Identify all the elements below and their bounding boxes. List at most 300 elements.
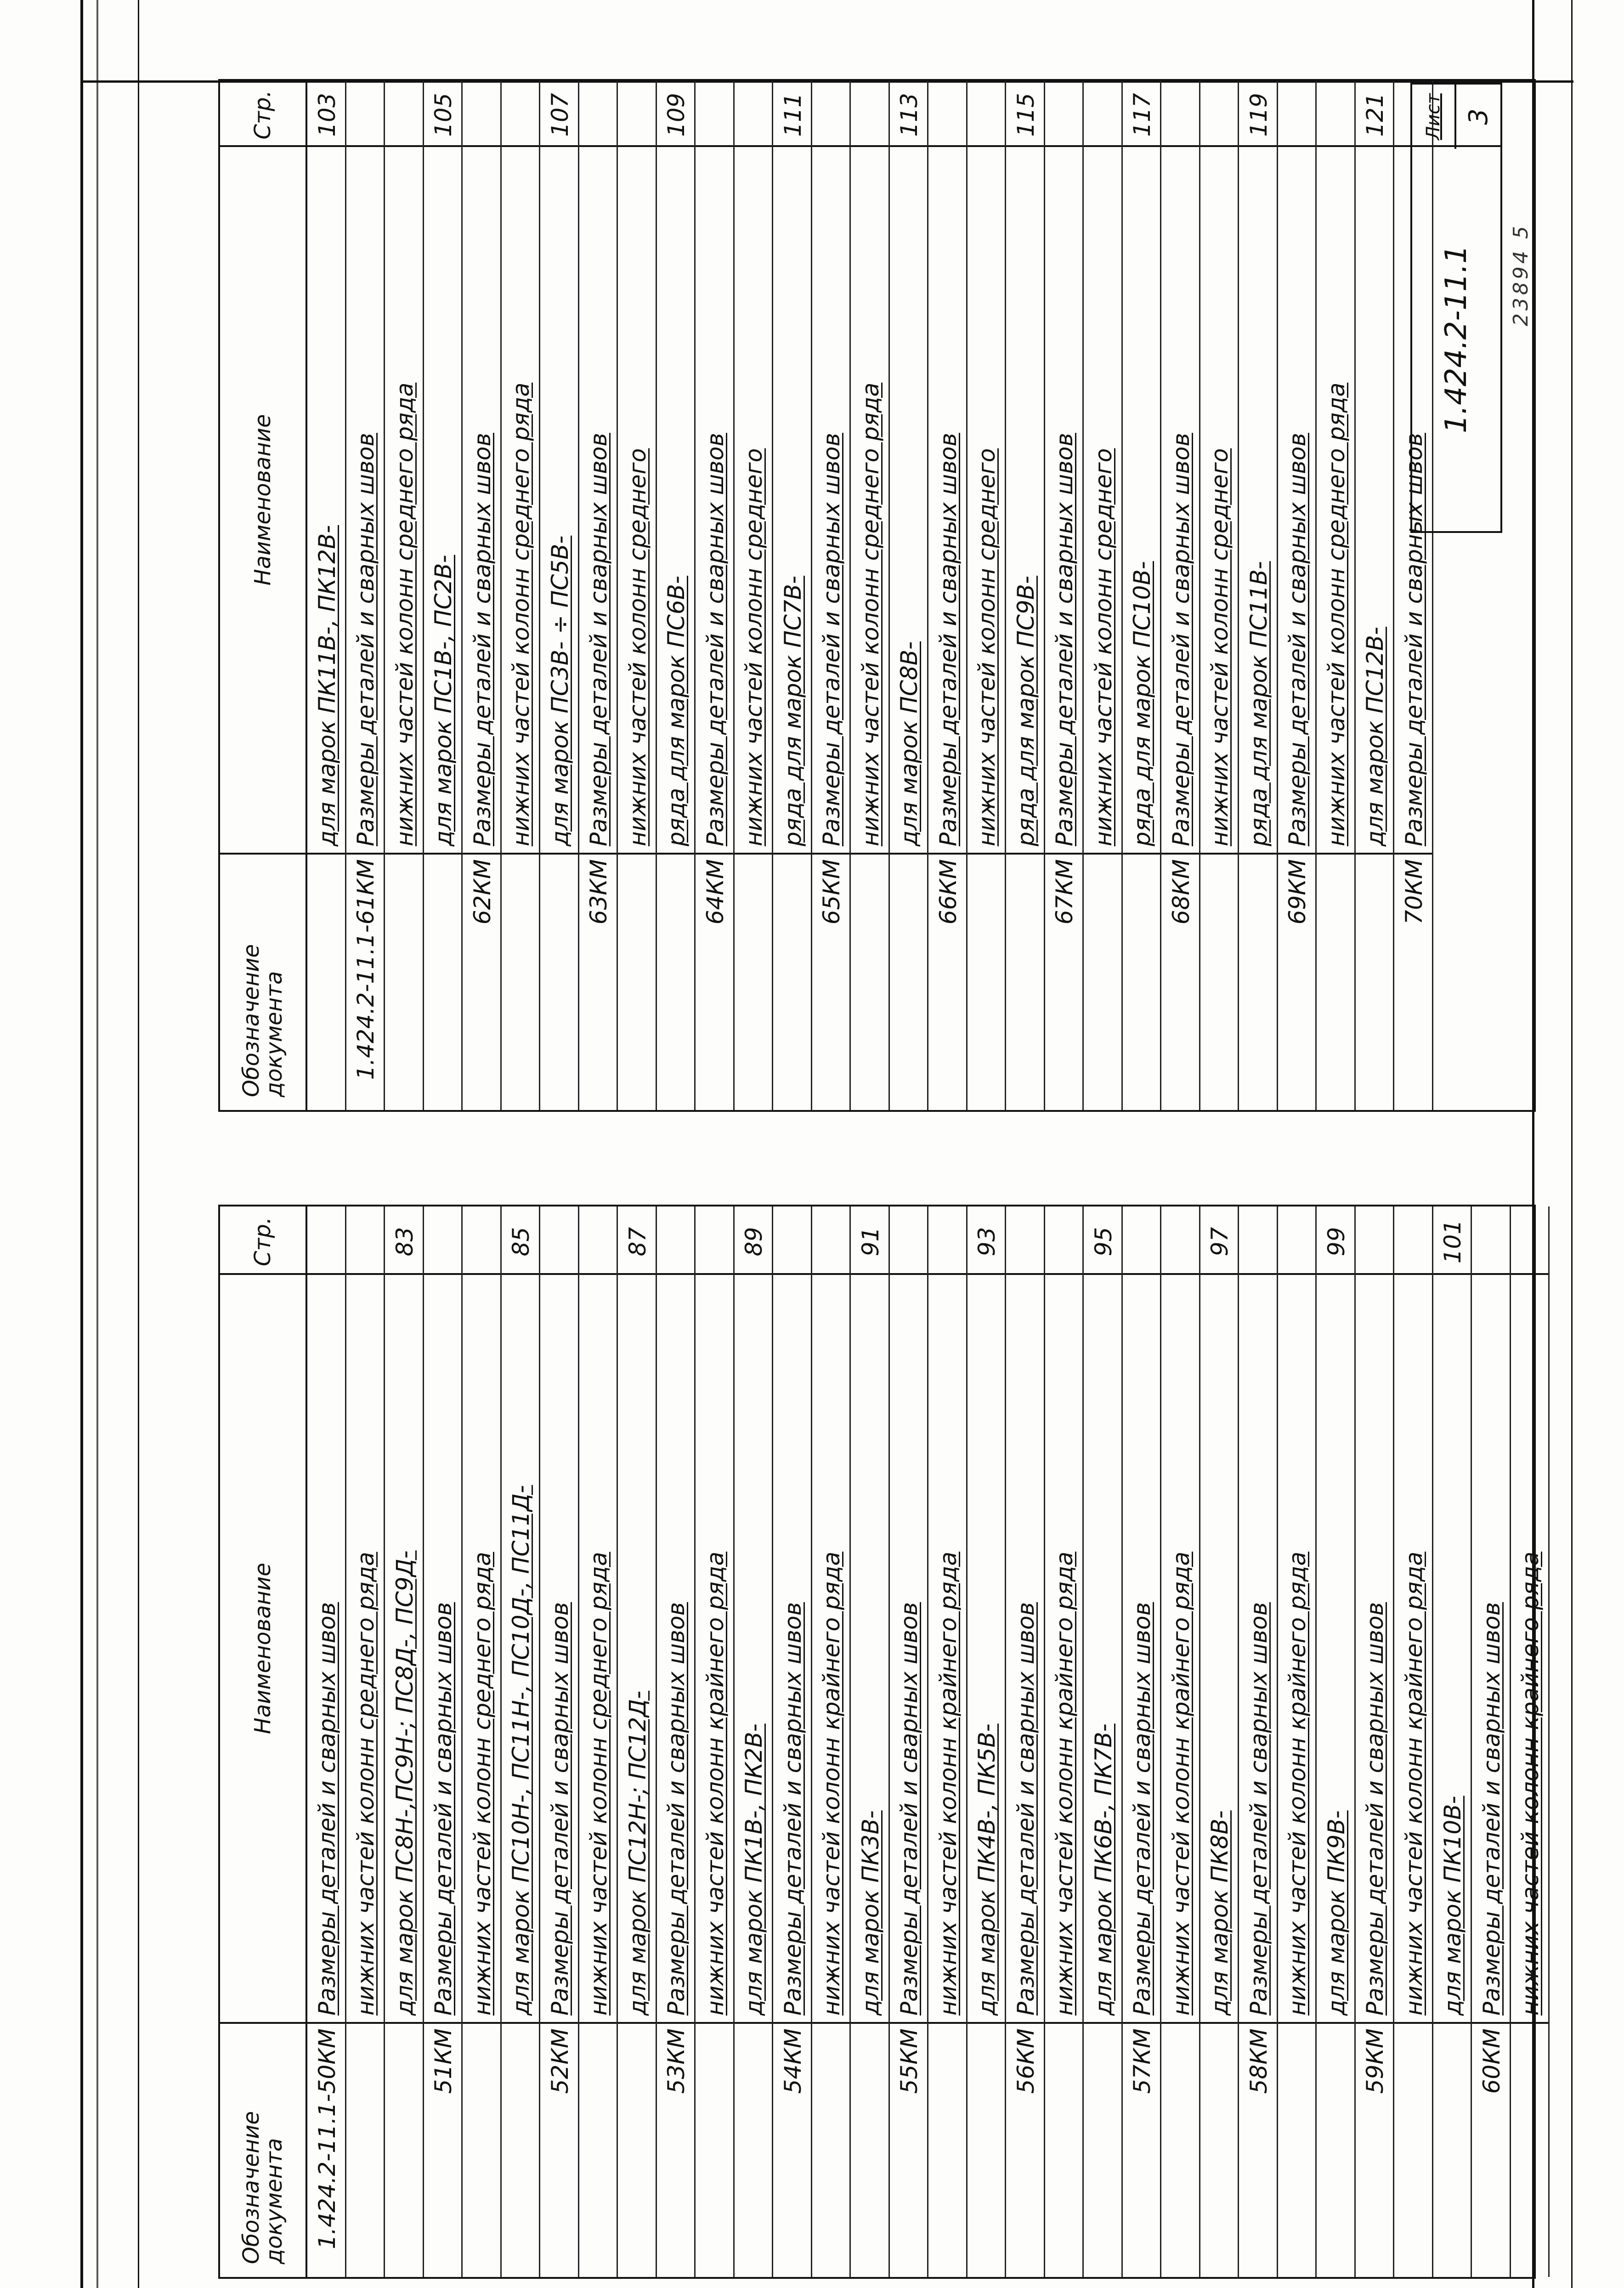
table-row <box>1278 1206 1317 2277</box>
cell-name-text: нижних частей колонн среднего ряда <box>1323 382 1350 846</box>
cell-code: 54КМ <box>773 2022 811 2277</box>
header-name: Наименование <box>220 1273 306 2022</box>
table-row <box>1317 81 1356 1110</box>
cell-name-text: для марок ПС3В- ÷ ПС5В- <box>546 535 573 846</box>
cell-page: 119 <box>1245 93 1272 137</box>
cell-name-text: нижних частей колонн среднего <box>1206 448 1233 846</box>
cell-name-text: ряда для марок ПС11В- <box>1245 561 1272 846</box>
cell-page <box>1239 1210 1277 1273</box>
cell-code: 53КМ <box>657 2022 695 2277</box>
cell-code <box>851 853 888 1110</box>
cell-name <box>1356 145 1393 853</box>
table-row <box>1123 1206 1162 2277</box>
table-row <box>307 81 346 1110</box>
cell-name <box>1317 1273 1354 2022</box>
archive-stamp-number: 23894 5 <box>1509 223 1533 326</box>
cell-name-text: Размеры деталей и сварных швов <box>934 433 962 846</box>
cell-code <box>773 853 811 1110</box>
cell-name <box>735 145 772 853</box>
cell-name-text: Размеры деталей и сварных швов <box>585 433 612 846</box>
cell-page <box>1356 1210 1393 1273</box>
cell-code: 66КМ <box>928 853 966 1110</box>
cell-code: 63КМ <box>579 853 617 1110</box>
cell-name-text: для марок ПК4В-, ПК5В- <box>973 1723 1000 2016</box>
cell-page <box>502 85 539 145</box>
cell-code: 59КМ <box>1356 2022 1393 2277</box>
cell-name <box>1123 145 1160 853</box>
cell-code <box>696 2022 733 2277</box>
cell-name-text: Размеры деталей и сварных швов <box>818 433 845 846</box>
cell-name <box>385 145 423 853</box>
cell-page: 95 <box>1090 1227 1117 1257</box>
table-row <box>1356 81 1395 1110</box>
cell-name <box>346 1273 384 2022</box>
cell-name-text: для марок ПС12В- <box>1362 627 1388 846</box>
cell-code: 67КМ <box>1045 853 1083 1110</box>
cell-page <box>618 85 656 145</box>
cell-page <box>1278 85 1316 145</box>
cell-name <box>1006 1273 1044 2022</box>
table-row <box>502 81 541 1110</box>
cell-name-text: для марок ПС1В-, ПС2В- <box>430 555 457 846</box>
cell-code: 56КМ <box>1006 2022 1044 2277</box>
cell-name <box>1472 1273 1510 2022</box>
frame-top-line-3 <box>138 0 139 2288</box>
table-row <box>1123 81 1162 1110</box>
cell-name-text: для марок ПК9В- <box>1323 1810 1350 2016</box>
cell-page <box>1045 85 1083 145</box>
table-row <box>735 1206 774 2277</box>
cell-name <box>424 1273 462 2022</box>
cell-name <box>1045 145 1083 853</box>
cell-page <box>346 85 384 145</box>
cell-name-text: нижних частей колонн среднего ряда <box>508 382 534 846</box>
cell-name-text: Размеры деталей и сварных швов <box>1362 1602 1388 2016</box>
cell-code: 51КМ <box>424 2022 462 2277</box>
header-name: Наименование <box>220 145 306 853</box>
cell-code <box>1278 2022 1316 2277</box>
left-table-body <box>307 1206 1544 2277</box>
right-table <box>218 79 1536 1112</box>
cell-name-text: для марок ПС10Н-, ПС11Н-, ПС10Д-, ПС11Д- <box>508 1485 534 2016</box>
table-row <box>463 81 502 1110</box>
cell-name <box>1045 1273 1083 2022</box>
cell-name-text: нижних частей колонн крайнего ряда <box>1400 1552 1427 2016</box>
cell-page <box>812 85 850 145</box>
cell-code <box>307 853 345 1110</box>
frame-top-line-2 <box>96 0 98 2288</box>
cell-name <box>1200 145 1238 853</box>
cell-name <box>1239 145 1277 853</box>
cell-code <box>1084 853 1121 1110</box>
cell-code <box>1433 2022 1471 2277</box>
table-row <box>696 81 735 1110</box>
table-row <box>968 81 1007 1110</box>
cell-name <box>696 1273 733 2022</box>
cell-name-text: нижних частей колонн крайнего ряда <box>934 1552 962 2016</box>
cell-code <box>1123 853 1160 1110</box>
cell-code <box>1394 2022 1432 2277</box>
cell-page: 97 <box>1206 1227 1233 1257</box>
cell-name <box>463 145 500 853</box>
cell-code <box>424 853 462 1110</box>
cell-page <box>928 1210 966 1273</box>
table-row <box>579 81 618 1110</box>
cell-name <box>1084 145 1121 853</box>
cell-name <box>1084 1273 1121 2022</box>
cell-code <box>618 2022 656 2277</box>
cell-page <box>657 1210 695 1273</box>
table-row <box>851 1206 890 2277</box>
cell-page: 101 <box>1439 1219 1466 1264</box>
cell-code <box>540 853 578 1110</box>
cell-page <box>1161 1210 1199 1273</box>
cell-name-text: ряда для марок ПС10В- <box>1129 561 1155 846</box>
cell-name <box>928 145 966 853</box>
cell-name-text: нижних частей колонн крайнего ряда <box>1284 1552 1311 2016</box>
cell-code <box>1084 2022 1121 2277</box>
table-row <box>307 1206 346 2277</box>
table-row <box>1317 1206 1356 2277</box>
cell-page <box>1045 1210 1083 1273</box>
cell-name-text: для марок ПС12Н-; ПС12Д- <box>624 1690 651 2016</box>
cell-name-text: Размеры деталей и сварных швов <box>430 1602 457 2016</box>
cell-name <box>928 1273 966 2022</box>
cell-page <box>696 1210 733 1273</box>
cell-name <box>657 1273 695 2022</box>
cell-name <box>463 1273 500 2022</box>
table-row <box>1084 1206 1123 2277</box>
right-table-body <box>307 81 1534 1110</box>
cell-name <box>1278 1273 1316 2022</box>
cell-name <box>851 145 888 853</box>
cell-code <box>657 853 695 1110</box>
table-row <box>773 81 812 1110</box>
cell-code: 62КМ <box>463 853 500 1110</box>
cell-code: 58КМ <box>1239 2022 1277 2277</box>
cell-name <box>773 1273 811 2022</box>
cell-code <box>1511 2022 1549 2277</box>
cell-code <box>890 853 928 1110</box>
cell-name <box>1317 145 1354 853</box>
cell-code: 57КМ <box>1123 2022 1160 2277</box>
cell-code <box>851 2022 888 2277</box>
cell-name-text: Размеры деталей и сварных швов <box>663 1602 690 2016</box>
cell-page: 89 <box>741 1227 767 1257</box>
cell-page <box>773 1210 811 1273</box>
cell-page <box>385 85 423 145</box>
cell-name <box>735 1273 772 2022</box>
cell-name <box>968 145 1005 853</box>
cell-name <box>579 1273 617 2022</box>
table-row <box>812 1206 851 2277</box>
cell-name <box>1239 1273 1277 2022</box>
cell-name-text: нижних частей колонн среднего ряда <box>352 1552 379 2016</box>
table-row <box>1200 81 1239 1110</box>
cell-name-text: Размеры деталей и сварных швов <box>1478 1602 1505 2016</box>
cell-name <box>1161 1273 1199 2022</box>
table-row <box>968 1206 1007 2277</box>
cell-page: 113 <box>896 93 922 137</box>
cell-name-text: нижних частей колонн среднего <box>624 448 651 846</box>
cell-page <box>579 1210 617 1273</box>
cell-page: 107 <box>546 93 573 137</box>
table-row <box>1394 1206 1433 2277</box>
table-row <box>346 1206 385 2277</box>
table-row <box>1433 1206 1472 2277</box>
cell-name <box>1394 1273 1432 2022</box>
cell-name-text: для марок ПК8В- <box>1206 1810 1233 2016</box>
cell-name <box>618 145 656 853</box>
cell-code <box>812 2022 850 2277</box>
cell-code: 52КМ <box>540 2022 578 2277</box>
cell-page <box>1278 1210 1316 1273</box>
cell-name <box>1006 145 1044 853</box>
cell-name <box>1356 1273 1393 2022</box>
cell-name <box>1200 1273 1238 2022</box>
cell-name-text: Размеры деталей и сварных швов <box>546 1602 573 2016</box>
sheet-number: 3 <box>1463 108 1494 125</box>
cell-name <box>1511 1273 1549 2022</box>
cell-page <box>1200 85 1238 145</box>
cell-page: 115 <box>1012 93 1039 137</box>
cell-name-text: нижних частей колонн крайнего ряда <box>1051 1552 1078 2016</box>
cell-name <box>890 1273 928 2022</box>
table-row <box>424 81 463 1110</box>
table-row <box>1278 81 1317 1110</box>
table-row <box>424 1206 463 2277</box>
cell-page <box>735 85 772 145</box>
cell-name <box>1433 1273 1471 2022</box>
cell-code: 68КМ <box>1161 853 1199 1110</box>
cell-code <box>928 2022 966 2277</box>
left-table-header <box>220 1206 307 2277</box>
table-row <box>1006 1206 1045 2277</box>
table-row <box>851 81 890 1110</box>
cell-name-text: нижних частей колонн среднего ряда <box>857 382 884 846</box>
cell-page: 109 <box>663 93 690 137</box>
cell-name <box>502 145 539 853</box>
cell-name-text: Размеры деталей и сварных швов <box>1129 1602 1155 2016</box>
cell-page <box>424 1210 462 1273</box>
cell-page <box>463 1210 500 1273</box>
cell-page: 93 <box>973 1227 1000 1257</box>
cell-code: 69КМ <box>1278 853 1316 1110</box>
cell-name <box>696 145 733 853</box>
cell-code <box>1200 2022 1238 2277</box>
cell-page <box>1084 85 1121 145</box>
cell-name <box>618 1273 656 2022</box>
document-designation: 1.424.2-11.1 <box>1412 145 1500 531</box>
cell-name-text: ряда для марок ПС7В- <box>779 576 806 846</box>
cell-name-text: Размеры деталей и сварных швов <box>1284 433 1311 846</box>
table-row <box>657 81 696 1110</box>
cell-page <box>1161 85 1199 145</box>
cell-code <box>618 853 656 1110</box>
cell-name <box>307 145 345 853</box>
cell-name-text: Размеры деталей и сварных швов <box>352 433 379 846</box>
table-row <box>385 81 424 1110</box>
header-page: Стр. <box>249 1217 276 1267</box>
table-row <box>1006 81 1045 1110</box>
cell-name-text: Размеры деталей и сварных швов <box>702 433 729 846</box>
cell-name <box>812 1273 850 2022</box>
cell-code: 1.424.2-11.1-61КМ <box>346 853 384 1110</box>
cell-name-text: Размеры деталей и сварных швов <box>779 1602 806 2016</box>
cell-code <box>735 2022 772 2277</box>
cell-name-text: для марок ПК10В- <box>1439 1795 1466 2016</box>
cell-code: 60КМ <box>1472 2022 1510 2277</box>
cell-name-text: Размеры деталей и сварных швов <box>469 433 496 846</box>
header-page: Стр. <box>249 90 276 140</box>
cell-name-text: нижних частей колонн среднего ряда <box>391 382 418 846</box>
cell-code: 65КМ <box>812 853 850 1110</box>
table-row <box>1161 1206 1200 2277</box>
cell-page <box>1511 1210 1549 1273</box>
cell-code <box>968 2022 1005 2277</box>
table-row <box>1511 1206 1550 2277</box>
cell-page: 105 <box>430 93 457 137</box>
cell-name <box>773 145 811 853</box>
cell-code <box>502 853 539 1110</box>
cell-name <box>812 145 850 853</box>
cell-name <box>540 1273 578 2022</box>
cell-page <box>1472 1210 1510 1273</box>
cell-code <box>346 2022 384 2277</box>
cell-code <box>968 853 1005 1110</box>
cell-page <box>1394 1210 1432 1273</box>
table-row <box>928 1206 968 2277</box>
cell-page: 87 <box>624 1227 651 1257</box>
cell-code <box>1006 853 1044 1110</box>
cell-page <box>696 85 733 145</box>
title-block <box>1410 83 1502 533</box>
cell-code <box>1239 853 1277 1110</box>
cell-name <box>851 1273 888 2022</box>
cell-page: 99 <box>1323 1227 1350 1257</box>
cell-page <box>307 1210 345 1273</box>
cell-code <box>502 2022 539 2277</box>
table-row <box>735 81 774 1110</box>
cell-name <box>502 1273 539 2022</box>
cell-name <box>307 1273 345 2022</box>
table-row <box>1200 1206 1239 2277</box>
cell-name <box>968 1273 1005 2022</box>
header-code: Обозначение документа <box>220 2022 306 2277</box>
cell-page <box>851 85 888 145</box>
cell-page <box>890 1210 928 1273</box>
cell-page: 85 <box>508 1227 534 1257</box>
cell-name-text: ряда для марок ПС6В- <box>663 576 690 846</box>
cell-page: 91 <box>857 1227 884 1257</box>
table-row <box>540 1206 579 2277</box>
left-table <box>218 1205 1544 2279</box>
cell-code <box>735 853 772 1110</box>
cell-name <box>1123 1273 1160 2022</box>
table-row <box>385 1206 424 2277</box>
cell-name-text: Размеры деталей и сварных швов <box>1245 1602 1272 2016</box>
table-row <box>773 1206 812 2277</box>
cell-code <box>579 2022 617 2277</box>
cell-name <box>890 145 928 853</box>
cell-name-text: для марок ПС8В- <box>896 641 922 846</box>
table-row <box>1239 81 1278 1110</box>
cell-name <box>424 145 462 853</box>
cell-code: 1.424.2-11.1-50КМ <box>307 2022 345 2277</box>
table-row <box>346 81 385 1110</box>
cell-page <box>579 85 617 145</box>
cell-name-text: нижних частей колонн крайнего ряда <box>1167 1552 1194 2016</box>
cell-name-text: для марок ПК11В-, ПК12В- <box>313 525 340 846</box>
cell-name-text: нижних частей колонн среднего <box>1090 448 1117 846</box>
table-row <box>657 1206 696 2277</box>
cell-name-text: нижних частей колонн среднего ряда <box>469 1552 496 2016</box>
cell-page <box>540 1210 578 1273</box>
cell-name-text: нижних частей колонн среднего <box>741 448 767 846</box>
table-row <box>928 81 968 1110</box>
cell-page <box>346 1210 384 1273</box>
cell-name <box>657 145 695 853</box>
cell-name-text: Размеры деталей и сварных швов <box>1051 433 1078 846</box>
table-row <box>1045 81 1084 1110</box>
cell-name-text: Размеры деталей и сварных швов <box>1012 1602 1039 2016</box>
cell-code: 70КМ <box>1394 853 1432 1110</box>
frame-bottom-line-2 <box>1571 0 1573 2288</box>
cell-name-text: нижних частей колонн крайнего ряда <box>702 1552 729 2016</box>
cell-code <box>385 853 423 1110</box>
cell-page <box>1006 1210 1044 1273</box>
cell-page <box>812 1210 850 1273</box>
cell-code <box>1356 853 1393 1110</box>
cell-name-text: для марок ПК3В- <box>857 1810 884 2016</box>
header-code: Обозначение документа <box>220 853 306 1110</box>
table-row <box>1084 81 1123 1110</box>
table-row <box>812 81 851 1110</box>
cell-page: 83 <box>391 1227 418 1257</box>
table-row <box>696 1206 735 2277</box>
cell-name-text: для марок ПК6В-, ПК7В- <box>1090 1723 1117 2016</box>
right-table-header <box>220 81 307 1110</box>
table-row <box>463 1206 502 2277</box>
table-row <box>1239 1206 1278 2277</box>
cell-page <box>968 85 1005 145</box>
cell-name-text: для марок ПС8Н-,ПС9Н-; ПС8Д-, ПС9Д- <box>391 1550 418 2016</box>
table-row <box>540 81 579 1110</box>
cell-code: 64КМ <box>696 853 733 1110</box>
cell-page <box>1317 85 1354 145</box>
cell-page: 121 <box>1362 93 1388 137</box>
cell-code <box>1200 853 1238 1110</box>
table-row <box>1045 1206 1084 2277</box>
table-row <box>618 1206 657 2277</box>
table-row <box>890 81 929 1110</box>
cell-code <box>1161 2022 1199 2277</box>
table-row <box>1161 81 1200 1110</box>
cell-page: 103 <box>313 93 340 137</box>
cell-page: 117 <box>1129 93 1155 137</box>
cell-name-text: Размеры деталей и сварных швов <box>1400 433 1427 846</box>
cell-page: 111 <box>779 93 806 137</box>
frame-top-line <box>80 0 83 2288</box>
table-row <box>1472 1206 1511 2277</box>
table-row <box>502 1206 541 2277</box>
cell-name <box>1161 145 1199 853</box>
cell-page <box>928 85 966 145</box>
cell-code: 55КМ <box>890 2022 928 2277</box>
cell-name-text: нижних частей колонн среднего <box>973 448 1000 846</box>
table-row <box>618 81 657 1110</box>
cell-name-text: Размеры деталей и сварных швов <box>896 1602 922 2016</box>
